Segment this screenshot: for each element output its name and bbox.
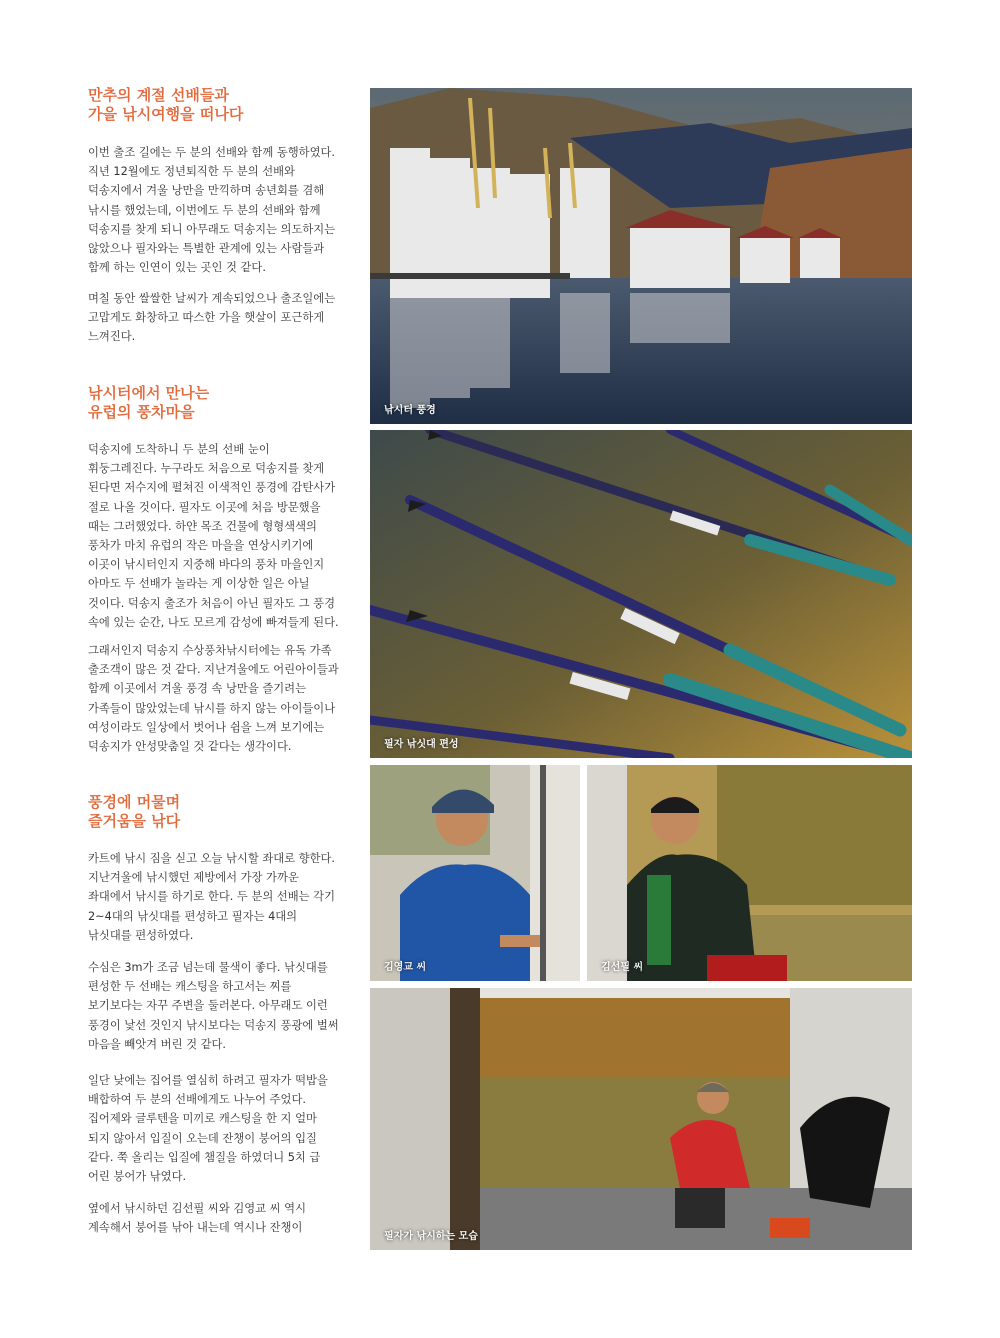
text-line: 느껴진다. xyxy=(88,330,136,344)
text-line: 가족들이 많았었는데 낚시를 하지 않는 아이들이나 xyxy=(88,701,336,715)
text-line: 배합하여 두 분의 선배에게도 나누어 주었다. xyxy=(88,1093,306,1107)
text-line: 덕송지에 도착하니 두 분의 선배 눈이 xyxy=(88,443,270,456)
text-line: 속에 있는 순간, 나도 모르게 감성에 빠져들게 된다. xyxy=(88,615,339,629)
text-line: 같다. 쭉 올리는 입질에 챔질을 하였더니 5치 급 xyxy=(88,1150,321,1164)
text-line: 이번 출조 길에는 두 분의 선배와 함께 동행하였다. xyxy=(88,146,335,159)
photo-caption: 필자 낚싯대 편성 xyxy=(384,739,459,750)
section-heading-2 xyxy=(88,384,350,422)
text-line: 카트에 낚시 짐을 싣고 오늘 낚시할 좌대로 향한다. xyxy=(88,852,335,865)
section-heading-1 xyxy=(88,86,350,124)
text-line: 출조객이 많은 것 같다. 지난겨울에도 어린아이들과 xyxy=(88,663,339,677)
text-line: 낚시를 했었는데, 이번에도 두 분의 선배와 함께 xyxy=(88,203,321,217)
text-line: 덕송지가 안성맞춤일 것 같다는 생각이다. xyxy=(88,740,292,754)
text-line: 함께 이곳에서 겨울 풍경 속 낭만을 즐기려는 xyxy=(88,682,306,696)
paragraph xyxy=(88,641,350,756)
text-line: 아마도 두 선배가 놀라는 게 이상한 일은 아닐 xyxy=(88,577,310,591)
text-line: 않았으나 필자와는 특별한 관계에 있는 사람들과 xyxy=(88,242,325,256)
text-line: 낚싯대를 편성하였다. xyxy=(88,928,194,942)
text-line: 직년 12월에도 정년퇴직한 두 분의 선배와 xyxy=(88,165,295,179)
text-line: 2~4대의 낚싯대를 편성하고 필자는 4대의 xyxy=(88,909,298,923)
text-line: 계속해서 붕어를 낚아 내는데 역시나 잔챙이 xyxy=(88,1221,303,1235)
text-line: 보기보다는 자꾸 주변을 둘러본다. 아무래도 이런 xyxy=(88,999,328,1013)
text-line: 지난겨울에 낚시했던 제방에서 가장 가까운 xyxy=(88,871,299,885)
text-line: 절로 나올 것이다. 필자도 이곳에 처음 방문했을 xyxy=(88,500,321,514)
windmill-village-illustration xyxy=(370,88,912,424)
text-line: 편성한 두 선배는 캐스팅을 하고서는 찌를 xyxy=(88,980,292,994)
angler-kim-yeonggyo-photo xyxy=(370,765,580,981)
text-line: 집어제와 글루텐을 미끼로 캐스팅을 한 지 얼마 xyxy=(88,1112,317,1126)
text-line: 여성이라도 일상에서 벗어나 쉼을 느껴 보기에는 xyxy=(88,720,325,734)
text-line: 옆에서 낚시하던 김선필 씨와 김영교 씨 역시 xyxy=(88,1202,306,1215)
paragraph xyxy=(88,1071,350,1186)
text-line: 풍경이 낯선 것인지 낚시보다는 덕송지 풍광에 벌써 xyxy=(88,1018,339,1032)
paragraph xyxy=(88,440,350,632)
heading-line: 유럽의 풍차마을 xyxy=(88,403,195,421)
text-line: 며칠 동안 쌀쌀한 날씨가 계속되었으나 출조일에는 xyxy=(88,292,336,305)
text-line: 되지 않아서 입질이 오는데 잔챙이 붕어의 입질 xyxy=(88,1131,317,1145)
heading-line: 즐거움을 낚다 xyxy=(88,812,181,830)
paragraph xyxy=(88,289,350,347)
text-line: 마음을 빼앗겨 버린 것 같다. xyxy=(88,1037,226,1051)
photo-caption: 낚시터 풍경 xyxy=(384,405,436,416)
photo-caption: 김영교 씨 xyxy=(384,962,427,973)
fishing-rods-photo xyxy=(370,430,912,758)
windmill-village-photo xyxy=(370,88,912,424)
text-line: 고맙게도 화창하고 따스한 가을 햇살이 포근하게 xyxy=(88,311,325,325)
text-line: 된다면 저수지에 펼쳐진 이색적인 풍경에 감탄사가 xyxy=(88,481,336,495)
heading-line: 가을 낚시여행을 떠나다 xyxy=(88,105,244,123)
angler-portrait-illustration xyxy=(370,765,580,981)
text-line: 함께 하는 인연이 있는 곳인 것 같다. xyxy=(88,261,266,275)
text-line: 때는 그러했었다. 하얀 목조 건물에 형형색색의 xyxy=(88,519,317,533)
text-line: 수심은 3m가 조금 넘는데 물색이 좋다. 낚싯대를 xyxy=(88,961,328,974)
paragraph xyxy=(88,143,350,277)
paragraph xyxy=(88,849,350,945)
text-line: 이곳이 낚시터인지 지중해 바다의 풍차 마을인지 xyxy=(88,558,325,572)
author-fishing-illustration xyxy=(370,988,912,1250)
fishing-rods-illustration xyxy=(370,430,912,758)
angler-portrait-illustration xyxy=(587,765,912,981)
text-line: 덕송지를 찾게 되니 아무래도 덕송지는 의도하지는 xyxy=(88,222,336,236)
text-line: 일단 낮에는 집어를 열심히 하려고 필자가 떡밥을 xyxy=(88,1074,328,1087)
text-line: 어린 붕어가 낚였다. xyxy=(88,1170,187,1184)
text-line: 덕송지에서 겨울 낭만을 만끽하며 송년회를 겸해 xyxy=(88,184,325,198)
photo-caption: 필자가 낚시하는 모습 xyxy=(384,1231,478,1242)
heading-line: 낚시터에서 만나는 xyxy=(88,384,210,402)
photo-caption: 김선필 씨 xyxy=(601,962,644,973)
angler-kim-seonpil-photo xyxy=(587,765,912,981)
author-fishing-photo xyxy=(370,988,912,1250)
text-line: 것이다. 덕송지 출조가 처음이 아닌 필자도 그 풍경 xyxy=(88,596,335,610)
text-line: 휘둥그레진다. 누구라도 처음으로 덕송지를 찾게 xyxy=(88,462,325,476)
section-heading-3 xyxy=(88,793,350,831)
paragraph xyxy=(88,1199,350,1237)
text-line: 좌대에서 낚시를 하기로 한다. 두 분의 선배는 각기 xyxy=(88,890,335,904)
paragraph xyxy=(88,958,350,1054)
heading-line: 풍경에 머물며 xyxy=(88,793,181,811)
text-line: 그래서인지 덕송지 수상풍차낚시터에는 유독 가족 xyxy=(88,644,332,657)
heading-line: 만추의 계절 선배들과 xyxy=(88,86,229,104)
text-line: 풍차가 마치 유럽의 작은 마을을 연상시키기에 xyxy=(88,539,314,553)
